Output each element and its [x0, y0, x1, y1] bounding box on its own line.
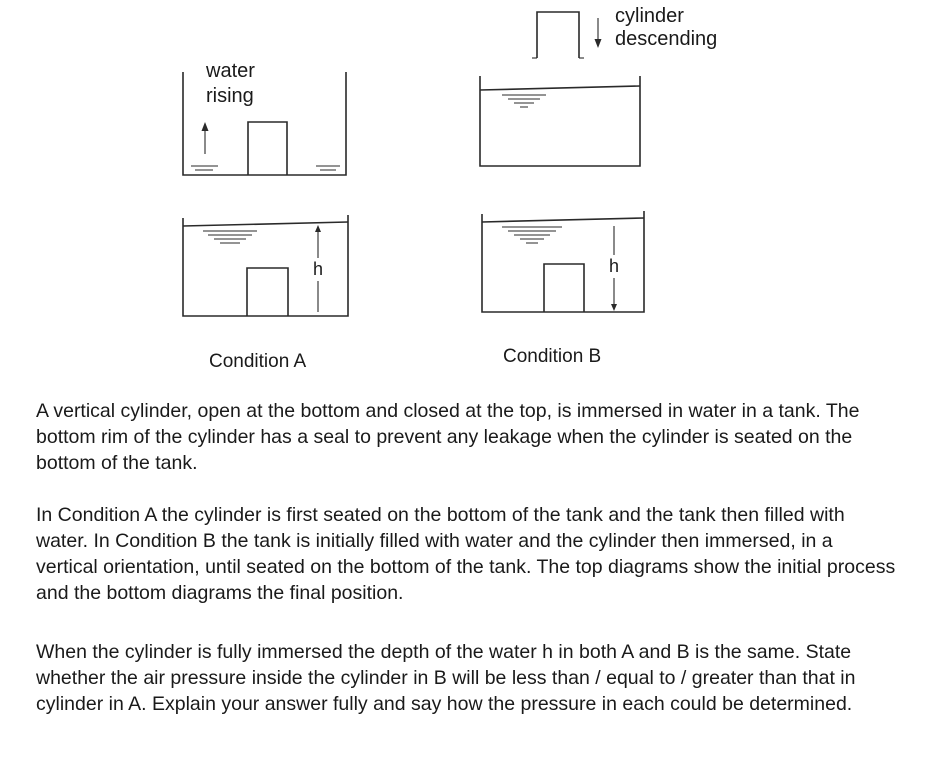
- condition-a-initial-diagram: [183, 60, 346, 175]
- paragraph-question: When the cylinder is fully immersed the depth of the water h in both A and B is the same. State whether the air pressure inside the cylinder in B will be less than / equal to / greater than that in cylinder in A. Explain your answer fully and say how the pressure in each could be determined.: [36, 641, 856, 715]
- h-arrow-a-up: [315, 225, 321, 232]
- cylinder-descending-label-line1: cylinder: [615, 5, 684, 27]
- condition-a-label: Condition A: [209, 351, 307, 372]
- paragraph-conditions: In Condition A the cylinder is first seated on the bottom of the tank and the tank then filled with water. In Condition B the tank is initially filled with water and the cylinder then immersed, in a vertical orientation, until seated on the bottom of the tank. The top diagrams show the initial process and the bottom diagrams the final position.: [36, 504, 896, 604]
- water-symbol-a-bottom: [203, 231, 257, 243]
- cylinder-b-bottom: [544, 264, 584, 312]
- h-label-a: h: [313, 259, 324, 279]
- rising-arrow-head: [202, 122, 209, 131]
- water-level-a-right: [316, 166, 340, 170]
- cylinder-b-descending: [537, 12, 579, 58]
- water-rising-label-line1: water: [206, 60, 255, 82]
- water-surface-a-bottom: [183, 222, 348, 226]
- cylinder-descending-label-line2: descending: [615, 28, 718, 50]
- water-rising-label-line2: rising: [206, 85, 254, 107]
- water-level-a-left: [191, 166, 218, 170]
- water-surface-b-bottom: [482, 218, 644, 222]
- h-label-b: h: [609, 256, 620, 276]
- cylinder-a-top: [248, 122, 287, 175]
- condition-a-final-diagram: [183, 215, 348, 316]
- cylinder-a-bottom: [247, 268, 288, 316]
- paragraph-description: A vertical cylinder, open at the bottom and closed at the top, is immersed in water in a tank. The bottom rim of the cylinder has a seal to prevent any leakage when the cylinder is seated on the bottom of the tank.: [36, 400, 860, 474]
- condition-b-label: Condition B: [503, 346, 602, 367]
- descending-arrow-head: [595, 39, 602, 48]
- tank-a-bottom: [183, 215, 348, 316]
- h-arrow-b-down: [611, 304, 617, 311]
- condition-b-initial-diagram: [480, 5, 717, 166]
- condition-b-final-diagram: [482, 211, 644, 312]
- water-symbol-b-top: [502, 95, 546, 107]
- water-surface-b-top: [480, 86, 640, 90]
- tank-b-bottom: [482, 211, 644, 312]
- water-symbol-b-bottom: [502, 227, 562, 243]
